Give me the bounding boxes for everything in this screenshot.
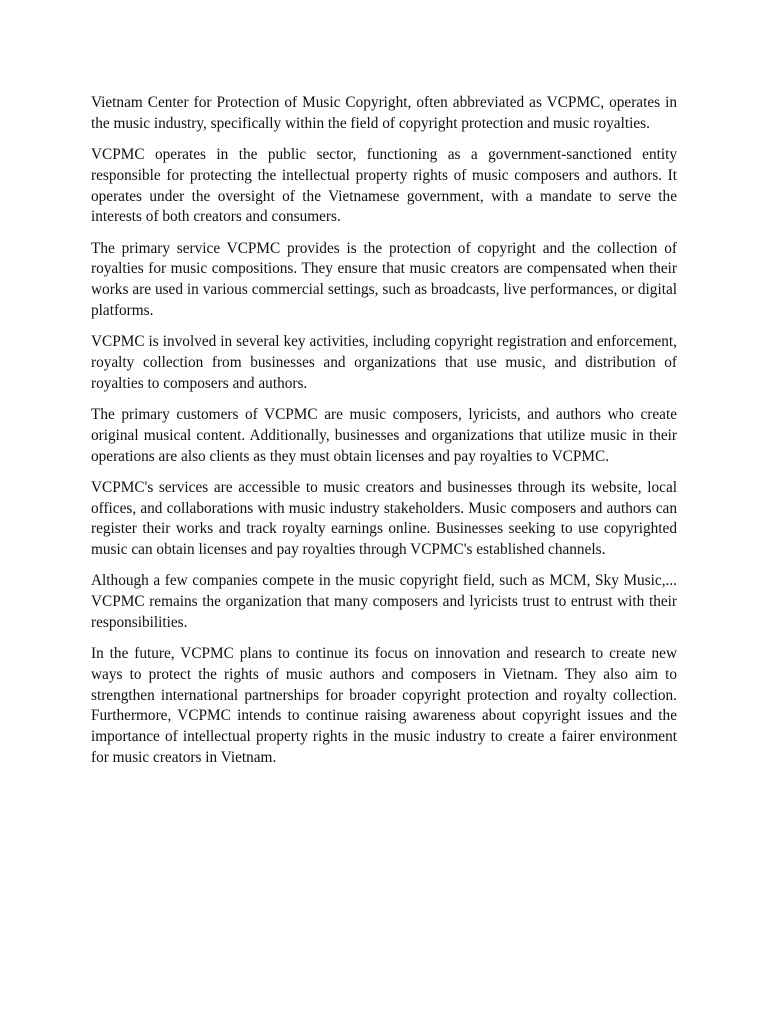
- paragraph-primary-service: The primary service VCPMC provides is the protection of copyright and the collection of royalties for music compositions. They ensure that music creators are compensated when their works are used in various commercial settings, such as broadcasts, live performances, or digital platforms.: [91, 239, 677, 319]
- paragraph-future-plans: In the future, VCPMC plans to continue its focus on innovation and research to create new ways to protect the rights of music authors and composers in Vietnam. They also aim to strengthen international partnerships for broader copyright protection and royalty collection. Furthermore, VCPMC intends to continue raising awareness about copyright issues and the importance of intellectual property rights in the music industry to create a fairer environment for music creators in Vietnam.: [91, 645, 677, 767]
- paragraph-intro: Vietnam Center for Protection of Music Copyright, often abbreviated as VCPMC, operates in the music industry, specifically within the field of copyright protection and music royalties.: [91, 94, 677, 132]
- paragraph-customers: The primary customers of VCPMC are music composers, lyricists, and authors who create original musical content. Additionally, businesses and organizations that utilize music in their operations are also clients as they must obtain licenses and pay royalties to VCPMC.: [91, 405, 677, 465]
- paragraph-competition: Although a few companies compete in the music copyright field, such as MCM, Sky Music,... VCPMC remains the organization that many composers and lyricists trust to entrust with their responsibilities.: [91, 572, 677, 631]
- paragraph-key-activities: VCPMC is involved in several key activities, including copyright registration and enforcement, royalty collection from businesses and organizations that use music, and distribution of royalties to composers and authors.: [91, 333, 677, 392]
- paragraph-accessibility: VCPMC's services are accessible to music creators and businesses through its website, local offices, and collaborations with music industry stakeholders. Music composers and authors can register their works and track royalty earnings online. Businesses seeking to use copyrighted music can obtain licenses and pay royalties through VCPMC's established channels.: [91, 478, 677, 559]
- paragraph-public-sector: VCPMC operates in the public sector, functioning as a government-sanctioned entity responsible for protecting the intellectual property rights of music composers and authors. It operates under the oversight of the Vietnamese government, with a mandate to serve the interests of both creators and consumers.: [91, 145, 677, 226]
- document-body: [91, 93, 677, 779]
